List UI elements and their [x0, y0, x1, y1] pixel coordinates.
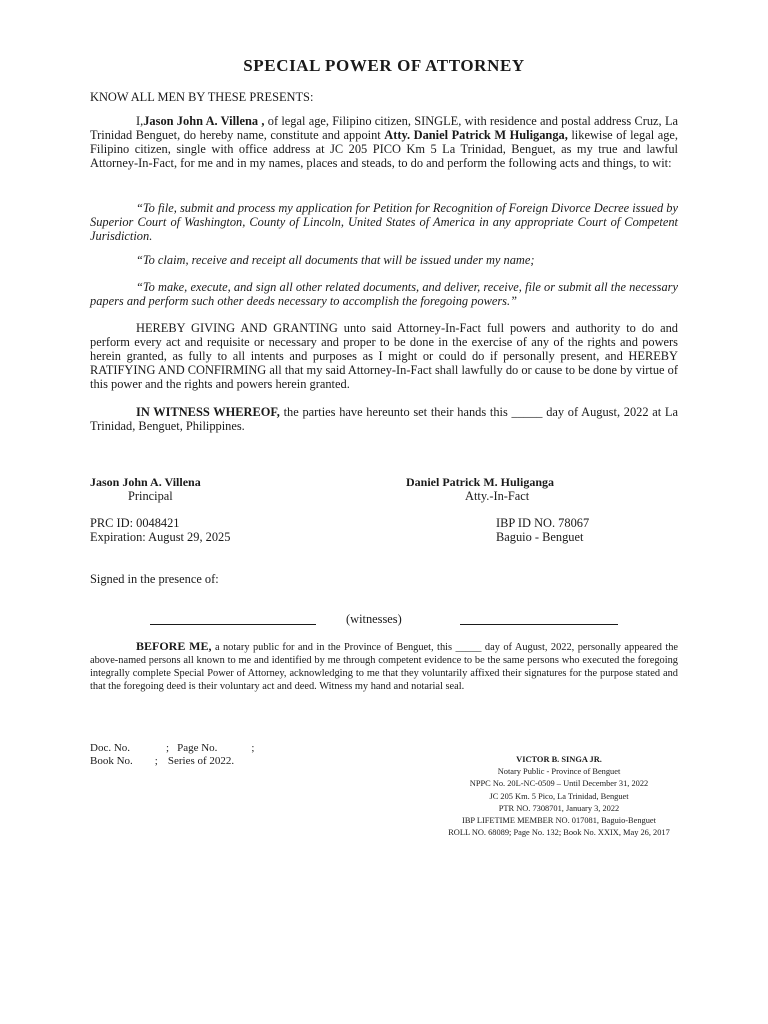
principal-role: Principal [128, 489, 173, 503]
power-quote-2: “To claim, receive and receipt all documents that will be issued under my name; [136, 253, 535, 267]
notary-address: JC 205 Km. 5 Pico, La Trinidad, Benguet [489, 791, 629, 801]
witness-whereof-paragraph: IN WITNESS WHEREOF, the parties have hereunto set their hands this _____ day of August, 2022 at La Trinidad, Benguet, Philippines. [90, 405, 678, 433]
notary-ptr: PTR NO. 7308701, January 3, 2022 [498, 803, 620, 813]
appointment-paragraph: I,Jason John A. Villena , of legal age, Filipino citizen, SINGLE, with residence and postal address Cruz, La Trinidad Benguet, do hereby name, constitute and appoint Atty. Daniel Patrick M Huliganga, likewise of legal age, Filipino citizen, single with office address at JC 205 PICO Km 5 La Trinidad, Benguet, as my true and lawful Attorney-In-Fact, for me and in my names, places and steads, to do and perform the following acts and things, to wit: [90, 114, 679, 170]
book-number: Book No. ; Series of 2022. [90, 755, 235, 767]
notary-nppc: NPPC No. 20L-NC-0509 – Until December 31, 2022 [469, 779, 649, 789]
witnesses-label: (witnesses) [346, 612, 402, 626]
document-title: SPECIAL POWER OF ATTORNEY [243, 56, 525, 75]
power-quote-3: “To make, execute, and sign all other related documents, and deliver, receive, file or submit all the necessary papers and perform such other deeds necessary to accomplish the foregoing powers.” [90, 280, 678, 308]
attorney-signature-name: Daniel Patrick M. Huliganga [406, 475, 554, 489]
power-quote-1: “To file, submit and process my application for Petition for Recognition of Foreign Divorce Decree issued by Superior Court of Washington, County of Lincoln, United States of America in any appropriate Court of Competent Jurisdiction. [90, 201, 678, 243]
notary-roll: ROLL NO. 68089; Page No. 132; Book No. XXIX, May 26, 2017 [448, 828, 670, 838]
doc-number: Doc. No. ; Page No. ; [90, 742, 255, 754]
notary-public-block [418, 754, 700, 839]
witness-signature-line-2 [460, 624, 618, 625]
notary-name: VICTOR B. SINGA JR. [516, 755, 602, 764]
attorney-name: Atty. Daniel Patrick M Huliganga, [384, 128, 568, 142]
attorney-location: Baguio - Benguet [496, 530, 584, 544]
witness-signature-line-1 [150, 624, 316, 625]
attorney-id: IBP ID NO. 78067 [496, 516, 590, 530]
attorney-role: Atty.-In-Fact [465, 489, 530, 503]
intro-line: KNOW ALL MEN BY THESE PRESENTS: [90, 90, 314, 104]
principal-id-expiration: Expiration: August 29, 2025 [90, 530, 231, 544]
principal-name: Jason John A. Villena , [143, 114, 265, 128]
notary-ibp: IBP LIFETIME MEMBER NO. 017081, Baguio-Benguet [462, 816, 656, 826]
principal-id: PRC ID: 0048421 [90, 516, 180, 530]
signed-presence-label: Signed in the presence of: [90, 572, 219, 586]
granting-paragraph: HEREBY GIVING AND GRANTING unto said Attorney-In-Fact full powers and authority to do and perform every act and requisite or necessary and proper to be done in the exercise of any of the rights and powers herein granted, as fully to all intents and purposes as I might or could do if personally present, and HEREBY RATIFYING AND CONFIRMING all that my said Attorney-In-Fact shall lawfully do or cause to be done by virtue of this power and the rights and powers herein granted. [90, 321, 678, 391]
notary-commission: Notary Public - Province of Benguet [497, 767, 621, 777]
principal-signature-name: Jason John A. Villena [90, 475, 201, 489]
notary-acknowledgment: BEFORE ME, a notary public for and in the Province of Benguet, this _____ day of August, 2022, personally appeared the above-named persons all known to me and identified by me through competent evidence to be the same persons who executed the foregoing integrally complete Special Power of Attorney, acknowledging to me that they voluntarily affixed their signatures for the purpose stated and that the foregoing deed is their voluntary act and deed. Witness my hand and notarial seal. [90, 639, 679, 692]
